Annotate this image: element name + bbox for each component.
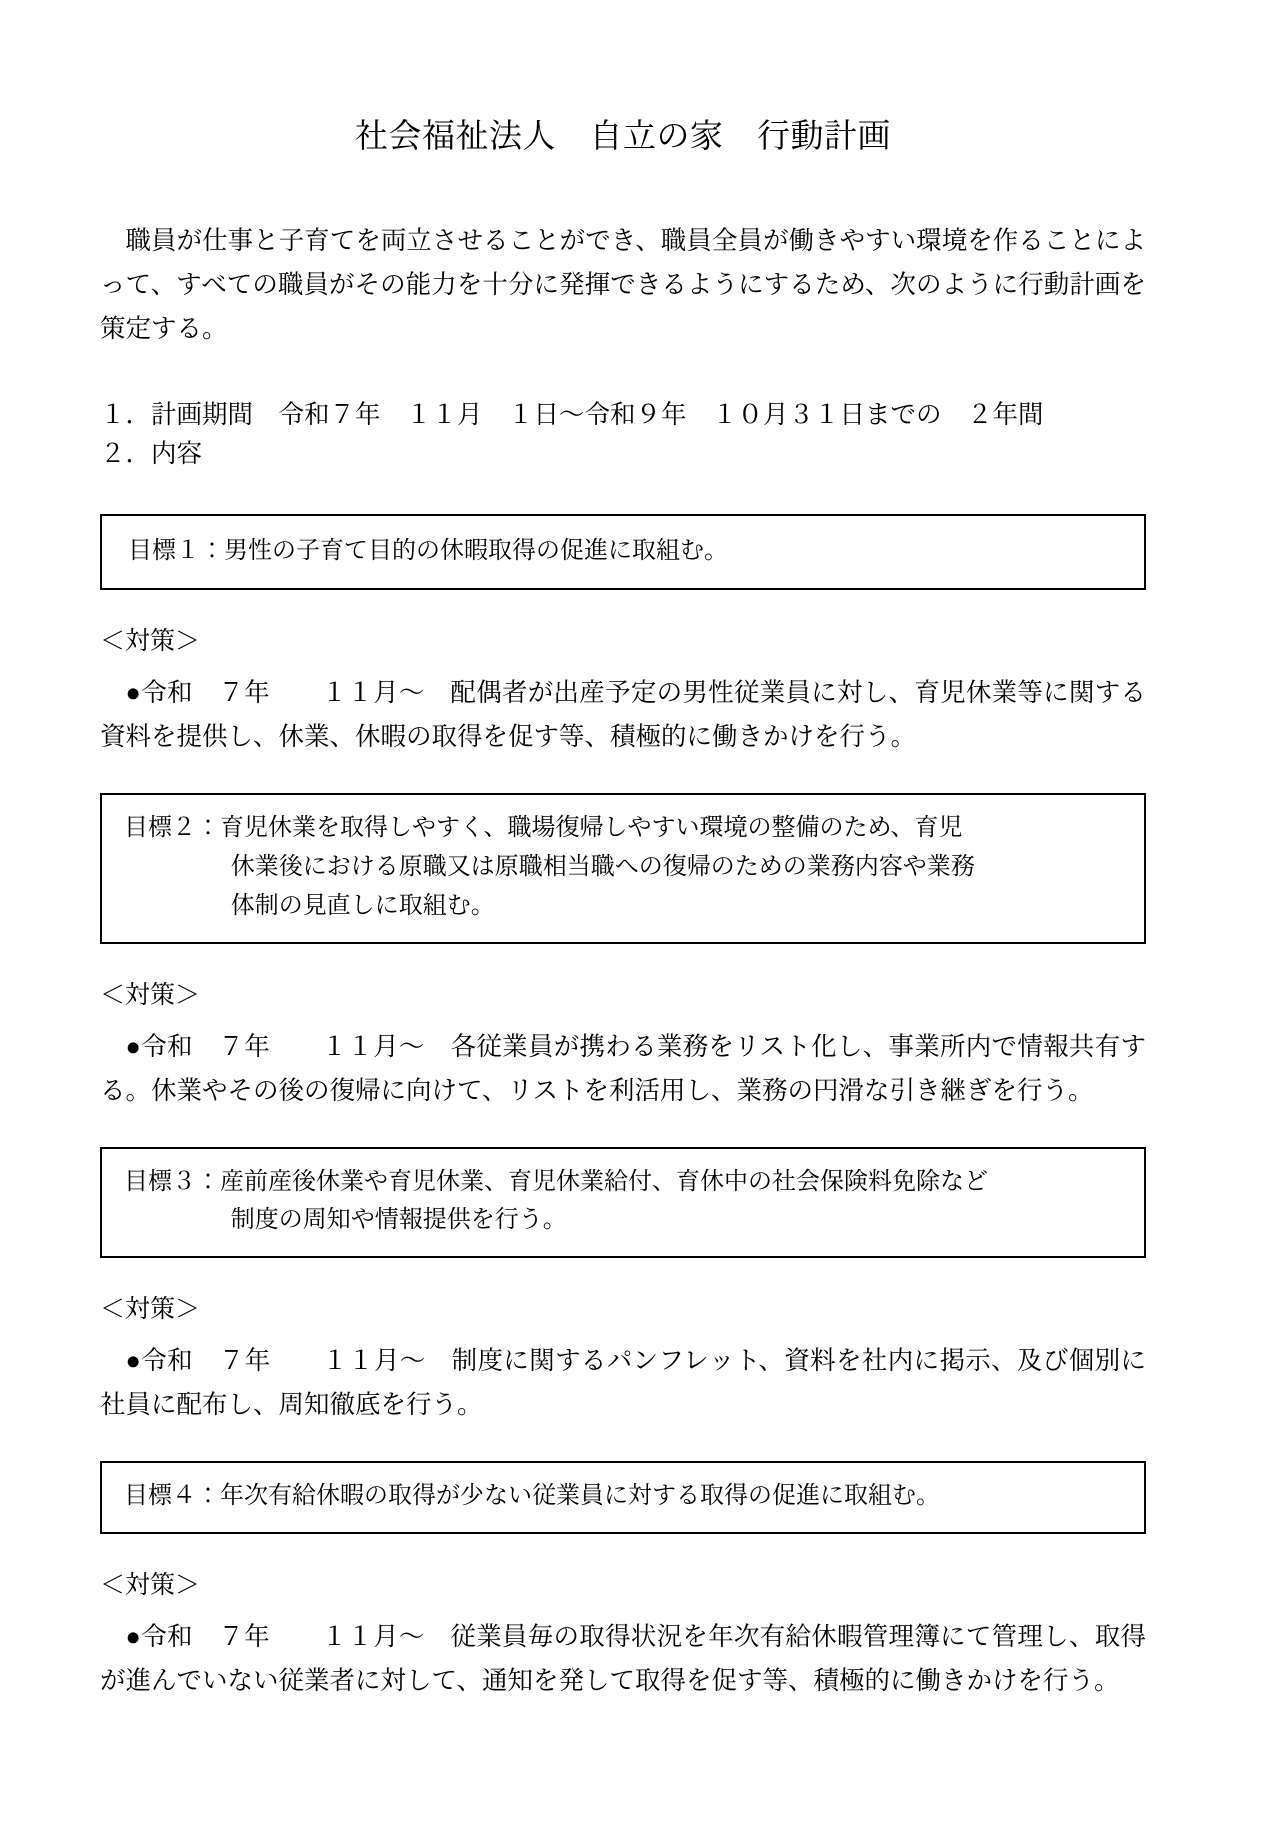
- measures-heading-2: ＜対策＞: [100, 981, 201, 1009]
- goal-2-line-2: 休業後における原職又は原職相当職への復帰のための業務内容や業務: [230, 854, 975, 881]
- goal-box-1: [100, 514, 1146, 591]
- goal-box-4: [100, 1461, 1146, 1534]
- measures-heading-4: ＜対策＞: [100, 1571, 201, 1599]
- goal-3-line-2: 制度の周知や情報提供を行う。: [230, 1207, 567, 1234]
- goal-box-2: [100, 793, 1146, 944]
- plan-period-line: １．計画期間 令和７年 １１月 １日～令和９年 １０月３１日までの ２年間: [100, 399, 1044, 429]
- intro-text: 職員が仕事と子育てを両立させることができ、職員全員が働きやすい環境を作ることによって、すべての職員がその能力を十分に発揮できるようにするため、次のように行動計画を策定する。: [100, 226, 1146, 343]
- goal-1-line-1: 目標１：男性の子育て目的の休暇取得の促進に取組む。: [128, 537, 728, 564]
- measures-heading-3: ＜対策＞: [100, 1296, 201, 1324]
- goal-2-line-1: 目標２：育児休業を取得しやすく、職場復帰しやすい環境の整備のため、育児: [124, 815, 963, 842]
- measures-text-3: ●令和 ７年 １１月～ 制度に関するパンフレット、資料を社内に掲示、及び個別に社員に配布し、周知徹底を行う。: [100, 1346, 1146, 1420]
- measures-body-4: [100, 1615, 1146, 1703]
- plan-meta-list: [100, 395, 1146, 474]
- goal-3-line-1: 目標３：産前産後休業や育児休業、育児休業給付、育休中の社会保険料免除など: [124, 1168, 988, 1195]
- goal-4-line-1: 目標４：年次有給休暇の取得が少ない従業員に対する取得の促進に取組む。: [124, 1483, 940, 1510]
- measures-text-2: ●令和 ７年 １１月～ 各従業員が携わる業務をリスト化し、事業所内で情報共有する。休業やその後の復帰に向けて、リストを利活用し、業務の円滑な引き継ぎを行う。: [100, 1031, 1146, 1105]
- measures-heading-1: ＜対策＞: [100, 628, 201, 656]
- measures-body-1: [100, 671, 1146, 759]
- intro-paragraph: [100, 219, 1146, 351]
- page-title: 社会福祉法人 自立の家 行動計画: [355, 119, 891, 155]
- contents-line: ２．内容: [100, 439, 203, 469]
- measures-text-1: ●令和 ７年 １１月～ 配偶者が出産予定の男性従業員に対し、育児休業等に関する資料を提供し、休業、休暇の取得を促す等、積極的に働きかけを行う。: [100, 678, 1146, 752]
- measures-body-3: [100, 1339, 1146, 1427]
- goal-2-line-3: 体制の見直しに取組む。: [230, 892, 495, 919]
- measures-body-2: [100, 1025, 1146, 1113]
- goal-box-3: [100, 1147, 1146, 1259]
- measures-text-4: ●令和 ７年 １１月～ 従業員毎の取得状況を年次有給休暇管理簿にて管理し、取得が進んでいない従業者に対して、通知を発して取得を促す等、積極的に働きかけを行う。: [100, 1621, 1146, 1695]
